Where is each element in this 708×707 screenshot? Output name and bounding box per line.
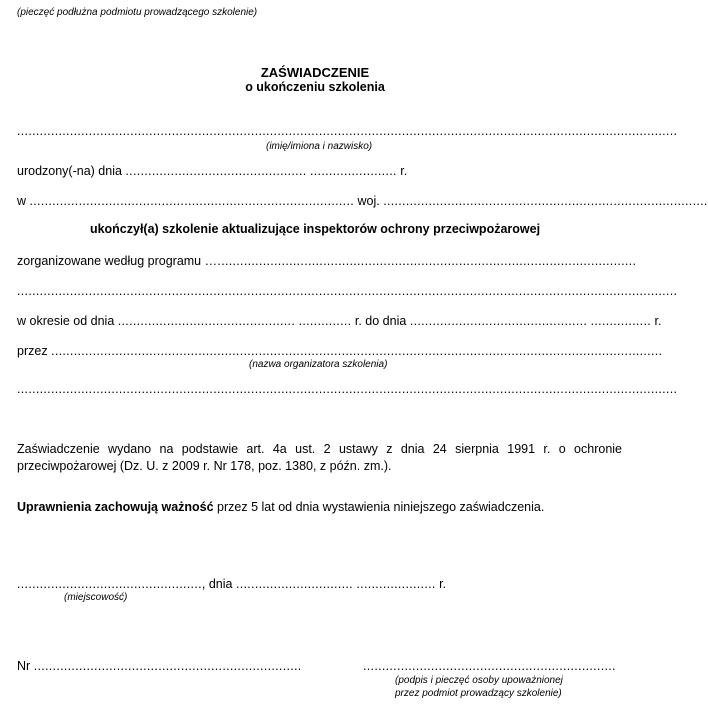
period-from-year-dots: .............. — [298, 314, 352, 328]
number-label: Nr — [17, 659, 31, 673]
period-to-year-dots: ................ — [590, 314, 651, 328]
place-date-line — [17, 577, 446, 591]
number-line — [17, 659, 302, 673]
organizer-dots: .................................................................................................................................................................. — [51, 344, 663, 358]
program-dots-line2: ............................................................................................................................................................................... — [17, 284, 678, 298]
period-from-dots: ............................................... — [117, 314, 296, 328]
organizer-caption: (nazwa organizatora szkolenia) — [249, 359, 388, 370]
number-dots: ....................................................................... — [33, 659, 302, 673]
organizer-label: przez — [17, 344, 48, 358]
signature-caption-line1: (podpis i pieczęć osoby upoważnionej — [395, 675, 563, 686]
date-year-dots: ..................... — [356, 577, 436, 591]
voivodeship-label: woj. — [357, 194, 380, 208]
document-title: ZAŚWIADCZENIE — [260, 65, 370, 80]
place-date-sep: , dnia — [201, 577, 233, 591]
birth-day-dots: ................................................ — [125, 164, 307, 178]
name-caption: (imię/imiona i nazwisko) — [266, 141, 373, 152]
place-caption: (miejscowość) — [64, 592, 128, 603]
place-date-suffix: r. — [439, 577, 447, 591]
place-date-dots: ................................................. — [17, 577, 202, 591]
signature-caption-line2: przez podmiot prowadzący szkolenie) — [395, 688, 562, 699]
period-line — [17, 314, 661, 328]
birth-year-dots: ....................... — [310, 164, 397, 178]
validity-rest: przez 5 lat od dnia wystawienia niniejszego zaświadczenia. — [213, 500, 545, 514]
signature-dots: ................................................................... — [363, 659, 616, 673]
voivodeship-dots: ...................................................................................... — [383, 194, 708, 208]
validity-bold: Uprawnienia zachowują ważność — [17, 500, 214, 514]
document-subtitle: o ukończeniu szkolenia — [245, 80, 385, 94]
period-to-label: r. do dnia — [354, 314, 407, 328]
place-prefix: w — [17, 194, 27, 208]
birth-suffix: r. — [400, 164, 408, 178]
place-line — [17, 194, 708, 208]
validity-statement — [17, 500, 544, 514]
period-to-dots: ............................................... — [409, 314, 588, 328]
legal-basis-text: Zaświadczenie wydano na podstawie art. 4a ust. 2 ustawy z dnia 24 sierpnia 1991 r. o ochronie przeciwpożarowej (Dz. U. z 2009 r. Nr 178, poz. 1380, z późn. zm.). — [17, 442, 622, 473]
stamp-note: (pieczęć podłużna podmiotu prowadzącego szkolenie) — [17, 7, 258, 18]
period-suffix: r. — [654, 314, 662, 328]
birth-line — [17, 164, 407, 178]
name-field-dots: ............................................................................................................................................................................... — [17, 124, 678, 138]
organizer-dots-line2: ............................................................................................................................................................................... — [17, 382, 678, 396]
completed-training-text: ukończył(a) szkolenie aktualizujące inspektorów ochrony przeciwpożarowej — [89, 222, 541, 236]
program-line — [17, 254, 636, 268]
program-label: zorganizowane według programu — [17, 254, 202, 268]
program-dots: …............................................................................................................... — [204, 254, 637, 268]
date-day-dots: ............................... — [235, 577, 353, 591]
place-dots: ...................................................................................... — [29, 194, 354, 208]
period-label: w okresie od dnia — [17, 314, 115, 328]
organizer-line — [17, 344, 662, 358]
birth-label: urodzony(-na) dnia — [17, 164, 122, 178]
